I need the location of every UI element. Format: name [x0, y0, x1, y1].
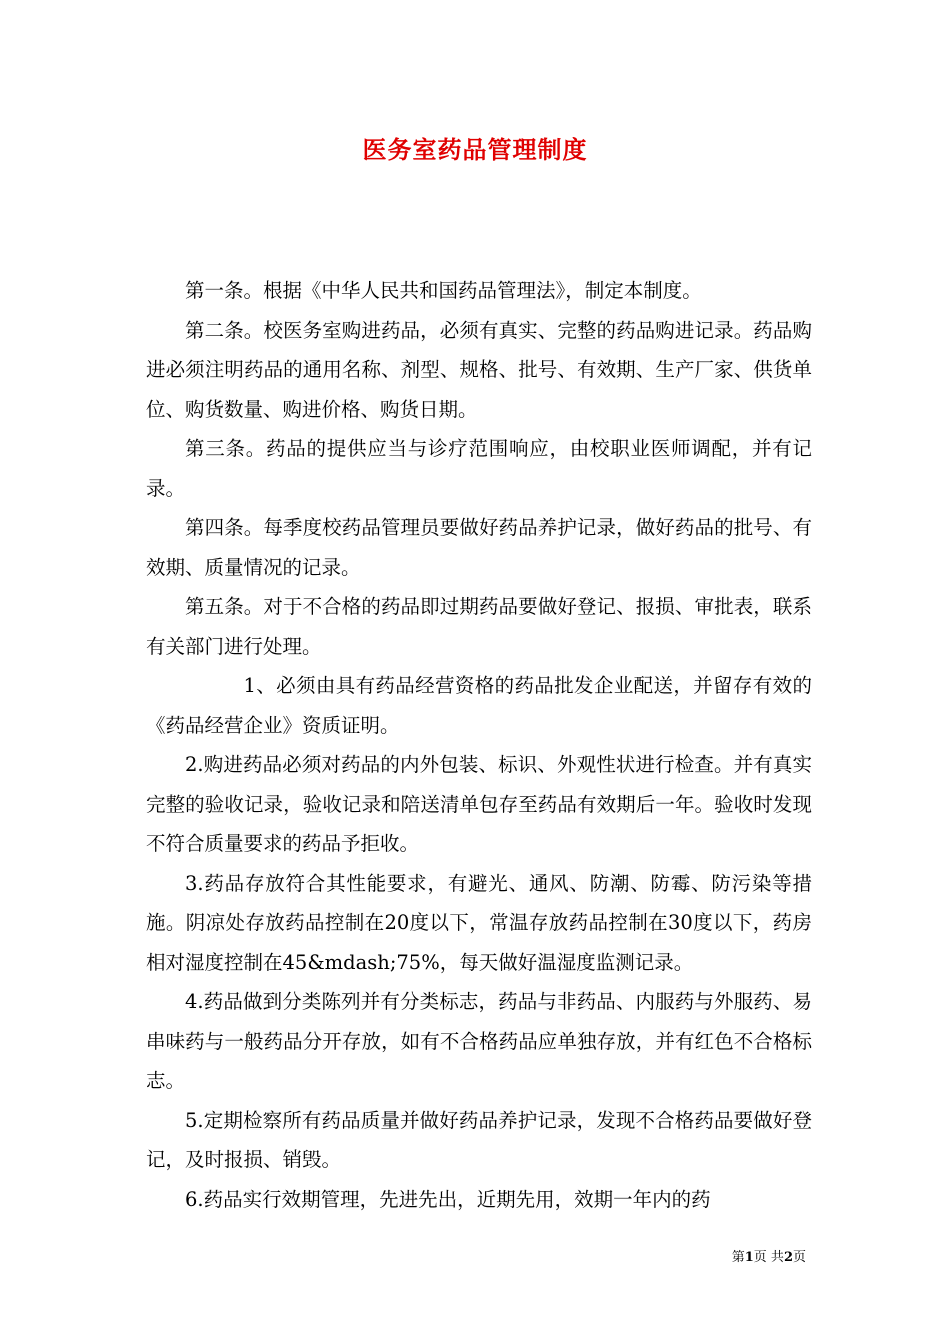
paragraph-item-3: 3.药品存放符合其性能要求，有避光、通风、防潮、防霉、防污染等措施。阴凉处存放药品控制在20度以下，常温存放药品控制在30度以下，药房相对湿度控制在45&mdash;75%，每天做好温湿度监测记录。 [146, 871, 812, 974]
paragraph-item-5: 5.定期检察所有药品质量并做好药品养护记录，发现不合格药品要做好登记，及时报损、销毁。 [146, 1108, 812, 1171]
paragraph-item-4: 4.药品做到分类陈列并有分类标志，药品与非药品、内服药与外服药、易串味药与一般药品分开存放，如有不合格药品应单独存放，并有红色不合格标志。 [146, 990, 812, 1092]
footer-current-page: 1 [744, 1250, 754, 1265]
paragraph-article-2: 第二条。校医务室购进药品，必须有真实、完整的药品购进记录。药品购进必须注明药品的通用名称、剂型、规格、批号、有效期、生产厂家、供货单位、购货数量、购进价格、购货日期。 [146, 318, 812, 421]
paragraph-article-1: 第一条。根据《中华人民共和国药品管理法》，制定本制度。 [185, 279, 702, 302]
page-number-footer [650, 1249, 806, 1267]
paragraph-article-3: 第三条。药品的提供应当与诊疗范围响应，由校职业医师调配，并有记录。 [146, 437, 812, 500]
footer-suffix: 页 [792, 1250, 806, 1265]
document-title: 医务室药品管理制度 [362, 135, 588, 164]
document-body [146, 271, 812, 1219]
paragraph-item-1: 1、必须由具有药品经营资格的药品批发企业配送，并留存有效的《药品经营企业》资质证明。 [146, 674, 812, 737]
paragraph-article-5: 第五条。对于不合格的药品即过期药品要做好登记、报损、审批表，联系有关部门进行处理。 [146, 595, 812, 658]
footer-total-pages: 2 [783, 1250, 793, 1265]
paragraph-item-2: 2.购进药品必须对药品的内外包装、标识、外观性状进行检查。并有真实完整的验收记录，验收记录和陪送清单包存至药品有效期后一年。验收时发现不符合质量要求的药品予拒收。 [146, 753, 812, 855]
paragraph-item-6: 6.药品实行效期管理，先进先出，近期先用，效期一年内的药 [185, 1187, 711, 1211]
footer-middle: 页 共 [753, 1250, 784, 1265]
paragraph-article-4: 第四条。每季度校药品管理员要做好药品养护记录，做好药品的批号、有效期、质量情况的记录。 [146, 516, 812, 579]
footer-prefix: 第 [731, 1250, 745, 1265]
